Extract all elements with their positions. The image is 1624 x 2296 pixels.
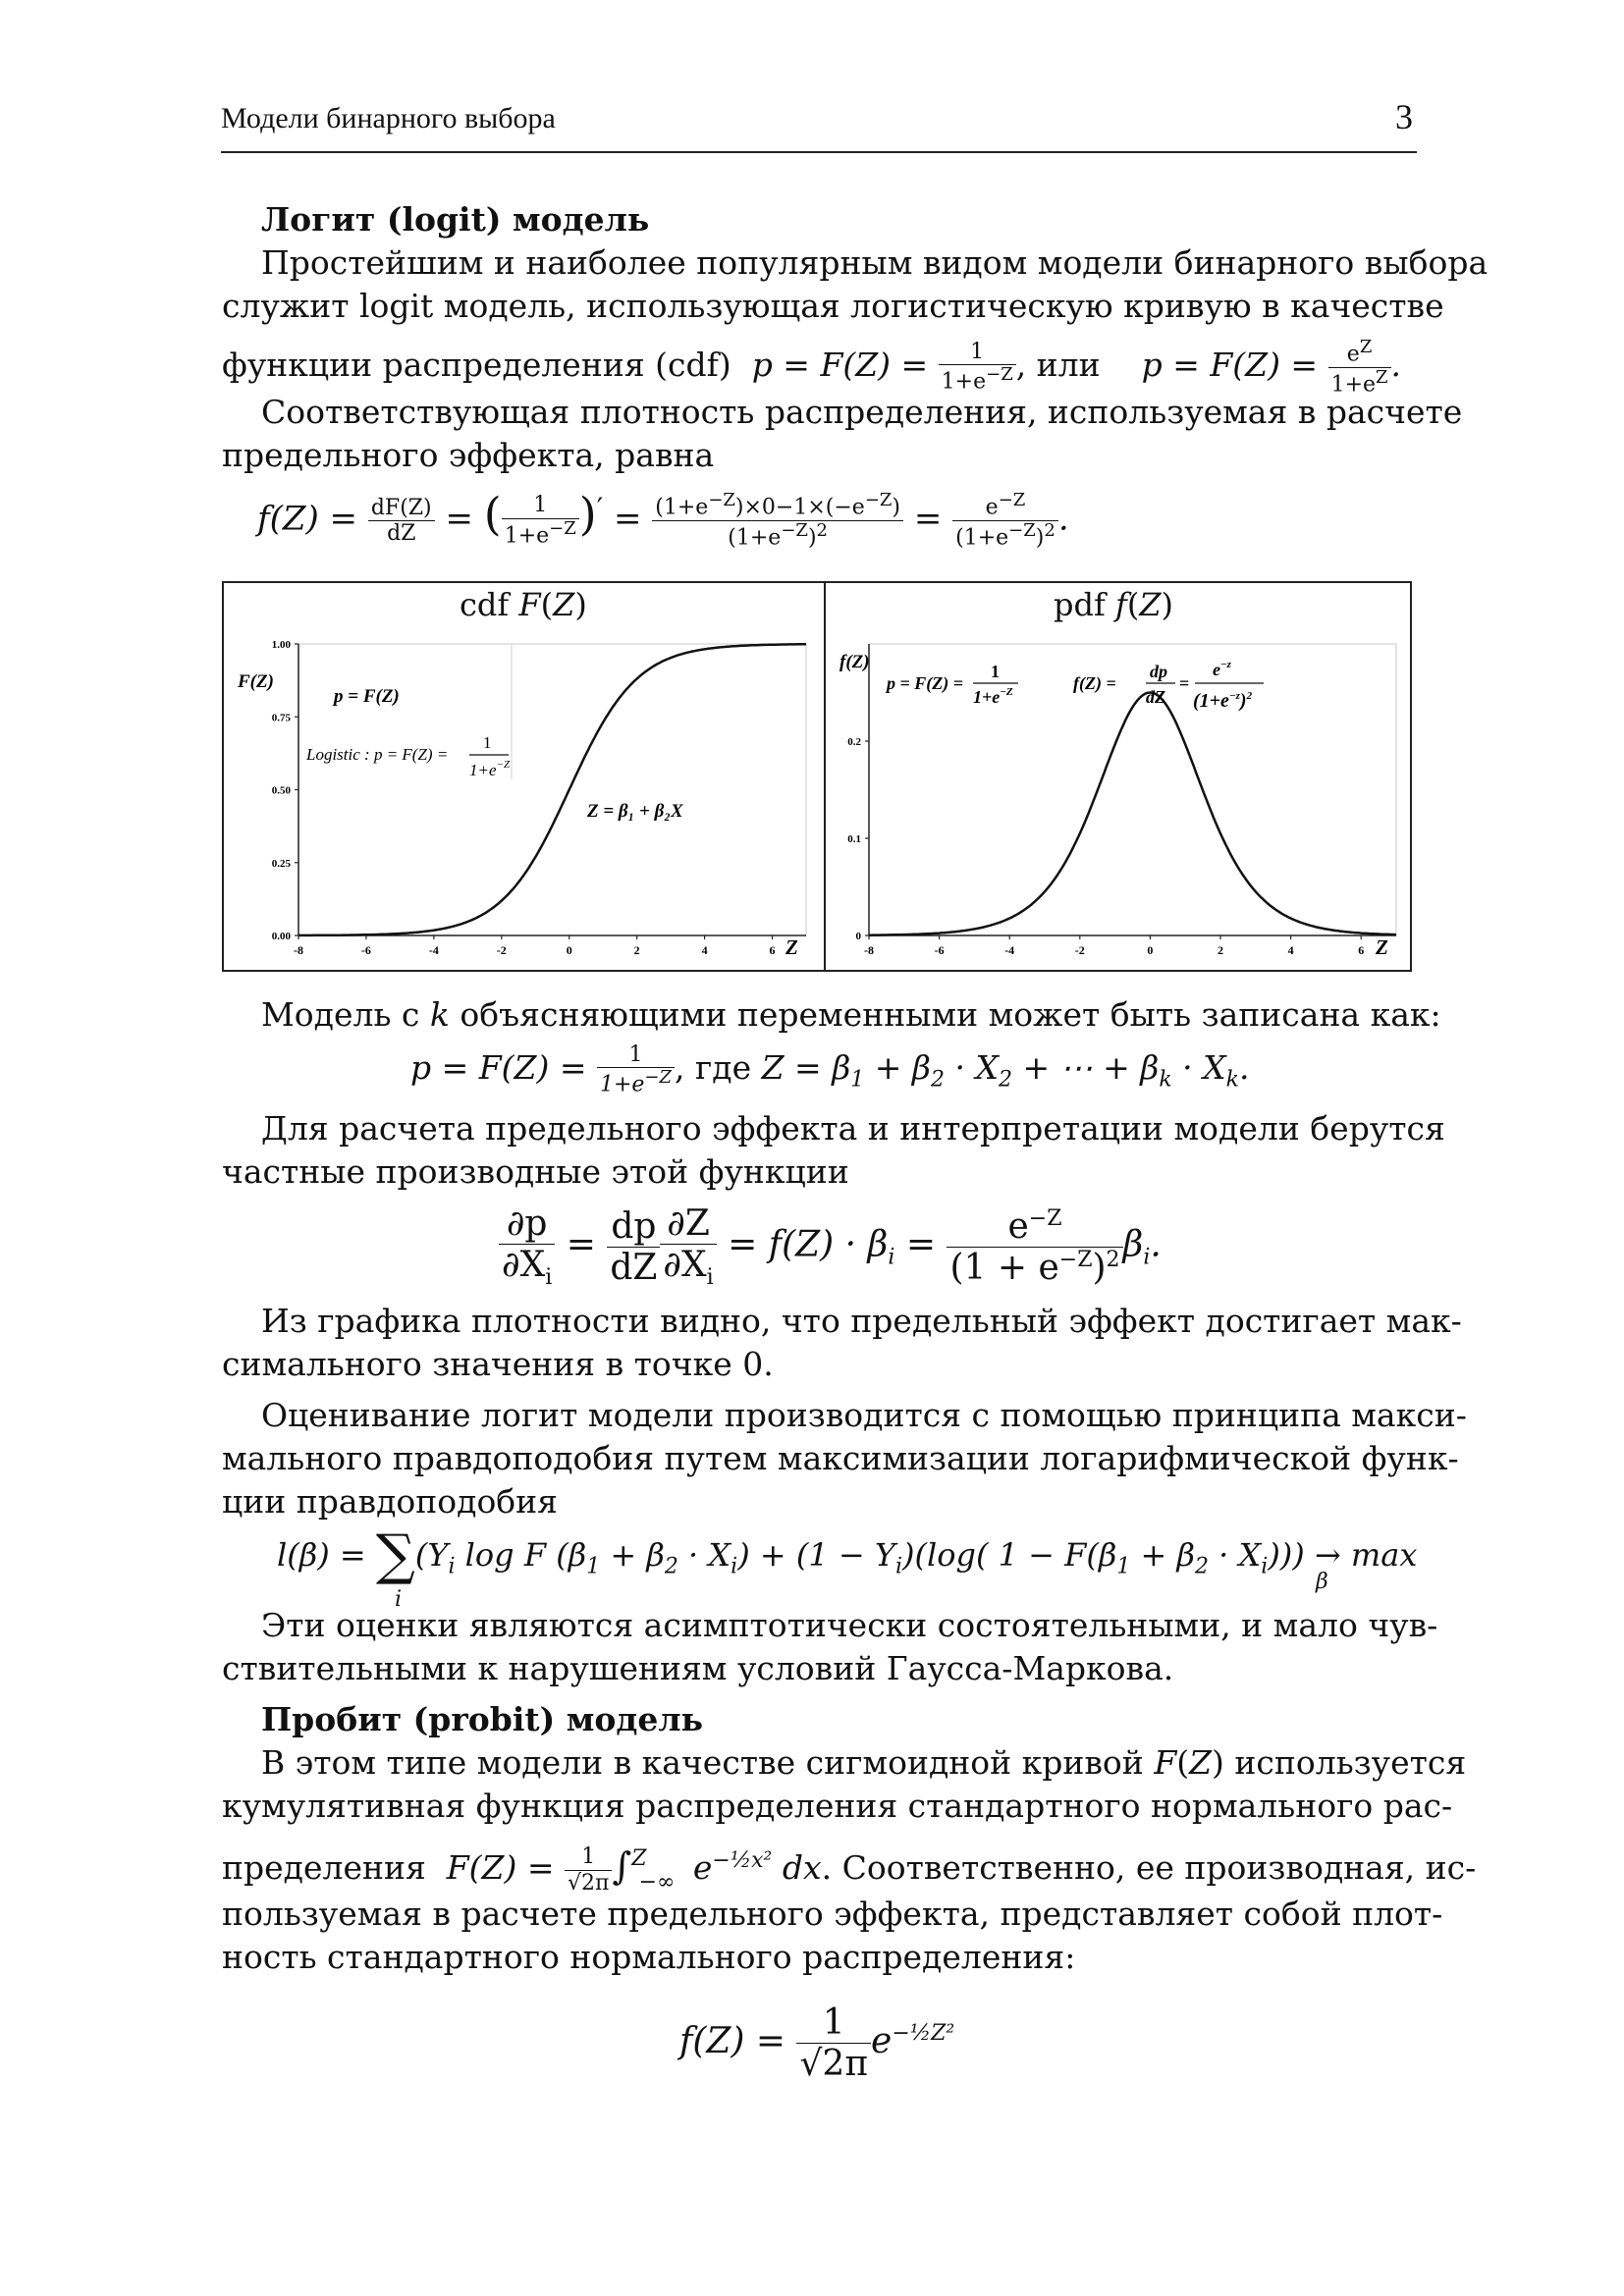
dp-dZ: $\frac{dp}{dZ}$	[607, 1206, 660, 1289]
logit-p2-line2: предельного эффекта, равна	[222, 436, 715, 474]
cdf-text: функции распределения (cdf)	[222, 346, 731, 385]
cdf-title-text: cdf	[460, 586, 510, 623]
cdf-annot-denom: $1+e^{-Z}$	[469, 759, 511, 779]
logit-heading: Логит (logit) модель	[261, 200, 650, 239]
running-header	[221, 97, 1417, 153]
cdf-annot-logistic: Logistic : p = F(Z) =	[306, 745, 449, 764]
cdf-x-ticks	[294, 935, 776, 957]
pdf-annot-pF-num: 1	[991, 662, 1000, 681]
cdf-formula-alt: p = F(Z) = $\frac{e^Z}{1+e^Z}$ .	[1110, 337, 1402, 397]
pdf-xtick-label-1: -6	[934, 943, 945, 957]
pdf-xtick-label-3: -2	[1074, 943, 1085, 957]
cdf-fraction-alt: $\frac{e^Z}{1+e^Z}$	[1328, 338, 1391, 397]
cdf-annot-one: 1	[483, 733, 492, 752]
cdf-y-ticks	[272, 639, 298, 942]
cdf-xtick-label-6: 4	[701, 943, 708, 957]
probit-line4: пользуемая в расчете предельного эффекта, представляет собой плот-	[222, 1895, 1443, 1933]
pdf-chart	[826, 583, 1412, 974]
probit-density-formula: f(Z) = $\frac{1}{√2\pi}$ $e^{-\frac{1}{2}Z^2}$	[679, 2002, 955, 2085]
ml-line2: мального правдоподобия путем максимизации логарифмической функ-	[222, 1439, 1459, 1477]
cdf-xtick-label-7: 6	[769, 943, 776, 957]
marginal-after1: Из графика плотности видно, что предельный эффект достигает мак-	[261, 1302, 1462, 1340]
header-title: Модели бинарного выбора	[221, 102, 556, 134]
cdf-xtick-label-4: 0	[566, 943, 572, 957]
ml-after2: ствительными к нарушениям условий Гаусса-Маркова.	[222, 1649, 1174, 1687]
cdf-chart	[224, 583, 824, 974]
cdf-xtick-label-2: -4	[428, 943, 439, 957]
marginal-line1: Для расчета предельного эффекта и интерпретации модели берутся	[261, 1109, 1445, 1148]
cdf-xtick-label-1: -6	[360, 943, 371, 957]
probit-density-fraction: $\frac{1}{√2\pi}$	[796, 2002, 871, 2085]
probit-line3: пределения F(Z) = $\frac{1}{√2\pi}$ ∫$^Z_{-\infty}$ $e^{-\frac{1}{2}x^2}$ dx. Соответственно, ее производная, ис-	[222, 1844, 1477, 1896]
pdf-annot-fZ: f(Z) =	[1073, 673, 1116, 693]
pdf-xtick-label-2: -4	[1004, 943, 1015, 957]
logit-p1-line3	[222, 338, 1401, 397]
probit-cdf-fraction: $\frac{1}{√2\pi}$	[565, 1844, 612, 1896]
pdf-xtick-label-5: 2	[1218, 943, 1223, 957]
max-subscript: β	[1316, 1570, 1328, 1594]
pdf-xtick-label-6: 4	[1287, 943, 1294, 957]
ml-after1: Эти оценки являются асимптотически состоятельными, и мало чув-	[261, 1606, 1438, 1644]
cdf-xtick-label-0: -8	[294, 943, 303, 957]
probit-line5: ность стандартного нормального распределения:	[222, 1938, 1076, 1976]
pdf-xlabel: Z	[1376, 935, 1388, 959]
probit-line1-b: используется	[1234, 1743, 1467, 1782]
pdf-annot-pF-den: $1+e^{-Z}$	[973, 686, 1013, 707]
or-text: , или	[1015, 346, 1101, 385]
pdf-x-ticks	[864, 935, 1364, 957]
pdf-annot-dp: dp	[1150, 662, 1167, 681]
kvars-fraction: $\frac{1}{1+e^{-Z}}$	[597, 1042, 675, 1097]
probit-heading: Пробит (probit) модель	[261, 1700, 704, 1738]
pdf-xtick-label-4: 0	[1147, 943, 1154, 957]
logit-p1-line1: Простейшим и наиболее популярным видом модели бинарного выбора	[261, 243, 1489, 282]
cdf-xtick-label-5: 2	[633, 943, 640, 957]
pdf-annot-den: $(1+e^{-z})^2$	[1193, 690, 1253, 712]
logistic-figure	[222, 581, 1412, 972]
probit-line1: В этом типе модели в качестве сигмоидной кривой F(Z) используется	[261, 1743, 1467, 1782]
pdf-title-text: pdf	[1054, 586, 1106, 623]
cdf-fraction: $\frac{1}{1+e^{-Z}}$	[939, 340, 1016, 395]
pdf-ytick-label-1: 0.1	[847, 833, 861, 845]
probit-line1-a: В этом типе модели в качестве сигмоидной кривой	[261, 1743, 1144, 1782]
ml-line3: ции правдоподобия	[222, 1482, 558, 1521]
density-result: $\frac{e^{-Z}}{(1+e^{-Z})^2}$	[952, 491, 1058, 550]
pdf-ytick-label-2: 0.2	[847, 736, 861, 748]
quotient-rule: $\frac{(1+e^{-Z})\times 0-1\times(-e^{-Z})}{(1+e^{-Z})^2}$	[652, 491, 903, 550]
pdf-xtick-label-0: -8	[864, 943, 874, 957]
density-formula: f(Z) = $\frac{dF(Z)}{dZ}$ = ( $\frac{1}{1+e^{-Z}}$ )′ = $\frac{(1+e^{-Z})\times 0-1\times(-e^{-Z})}{(1+e^{-Z})^2}$ = $\frac{e^{-Z}}{(1+e^{-Z})^2}$ .	[257, 487, 1069, 551]
probit-line3-a: пределения	[222, 1848, 426, 1887]
marginal-density: $\frac{e^{-Z}}{(1 + e^{-Z})^2}$	[947, 1206, 1122, 1289]
dF-dZ: $\frac{dF(Z)}{dZ}$	[368, 496, 435, 547]
pdf-panel-title: pdf f(Z)	[1054, 586, 1174, 623]
pdf-annot-dZ: dZ	[1146, 687, 1165, 707]
dZ-dXi: $\frac{\partial Z}{\partial X_i}$	[660, 1203, 716, 1291]
pdf-curve	[869, 693, 1396, 935]
cdf-panel-title: cdf F(Z)	[460, 586, 587, 623]
marginal-after2: симального значения в точке 0.	[222, 1345, 774, 1383]
marginal-line2: частные производные этой функции	[222, 1152, 849, 1191]
ml-line1: Оценивание логит модели производится с помощью принципа макси-	[261, 1396, 1467, 1434]
marginal-formula: $\frac{\partial p}{\partial X_i}$ = $\frac{dp}{dZ}$ $\frac{\partial Z}{\partial X_i}$ = $f(Z) \cdot \beta_i$ = $\frac{e^{-Z}}{(1 + e^{-Z})^2}$ $\beta_i$.	[499, 1203, 1162, 1291]
pdf-y-ticks	[847, 736, 869, 942]
pdf-annot-num: $e^{-z}$	[1213, 659, 1231, 679]
pdf-ytick-label-0: 0	[855, 931, 861, 942]
cdf-ylabel: F(Z)	[238, 671, 274, 692]
cdf-annot-pF: p = F(Z)	[334, 686, 400, 707]
likelihood-formula: $l(\beta) = \sum(Y_i$ log F $(\beta_1 + \beta_2 \cdot X_i) + (1 - Y_i)(\log$( $1 - F(\beta_1 + \beta_2 \cdot X_i))) \to \max$	[277, 1523, 1418, 1587]
pdf-ylabel: f(Z)	[839, 652, 870, 672]
cdf-annot-z: Z = β₁ + β₂X	[587, 801, 683, 822]
logit-p2-line1: Соответствующая плотность распределения, используемая в расчете	[261, 393, 1463, 431]
cdf-ytick-label-4: 1.00	[271, 639, 291, 651]
probit-line2: кумулятивная функция распределения стандартного нормального рас-	[222, 1787, 1453, 1825]
probit-line3-b: . Соответственно, ее производная, ис-	[821, 1848, 1477, 1887]
dp-dXi: $\frac{\partial p}{\partial X_i}$	[499, 1203, 555, 1291]
pdf-xtick-label-7: 6	[1358, 943, 1365, 957]
cdf-xtick-label-3: -2	[496, 943, 507, 957]
cdf-formula: p = F(Z) = $\frac{1}{1+e^{-Z}}$	[741, 346, 1016, 384]
cdf-ytick-label-3: 0.75	[271, 712, 291, 724]
inv-frac: $\frac{1}{1+e^{-Z}}$	[502, 493, 579, 548]
pdf-annot-eq: =	[1179, 673, 1190, 693]
cdf-ytick-label-2: 0.50	[271, 784, 291, 797]
cdf-xlabel: Z	[785, 935, 798, 959]
cdf-ytick-label-1: 0.25	[271, 857, 291, 870]
logit-p1-line2: служит logit модель, использующая логистическую кривую в качестве	[222, 287, 1444, 325]
page-number: 3	[1395, 97, 1413, 136]
kvars-formula: p = F(Z) = $\frac{1}{1+e^{-Z}}$ , где $Z = \beta_1 + \beta_2 \cdot X_2$ + ⋯ + $\beta_k \cdot X_k$.	[410, 1042, 1250, 1097]
kvars-line1: Модель с k объясняющими переменными может быть записана как:	[261, 995, 1441, 1034]
pdf-annot-pF: p = F(Z) =	[887, 673, 964, 693]
kvars-text-a: Модель с	[261, 995, 420, 1034]
kvars-text-b: объясняющими переменными может быть записана как:	[460, 995, 1441, 1034]
sum-index: i	[395, 1587, 403, 1612]
cdf-ytick-label-0: 0.00	[271, 931, 291, 942]
kvars-where: , где	[675, 1047, 752, 1087]
